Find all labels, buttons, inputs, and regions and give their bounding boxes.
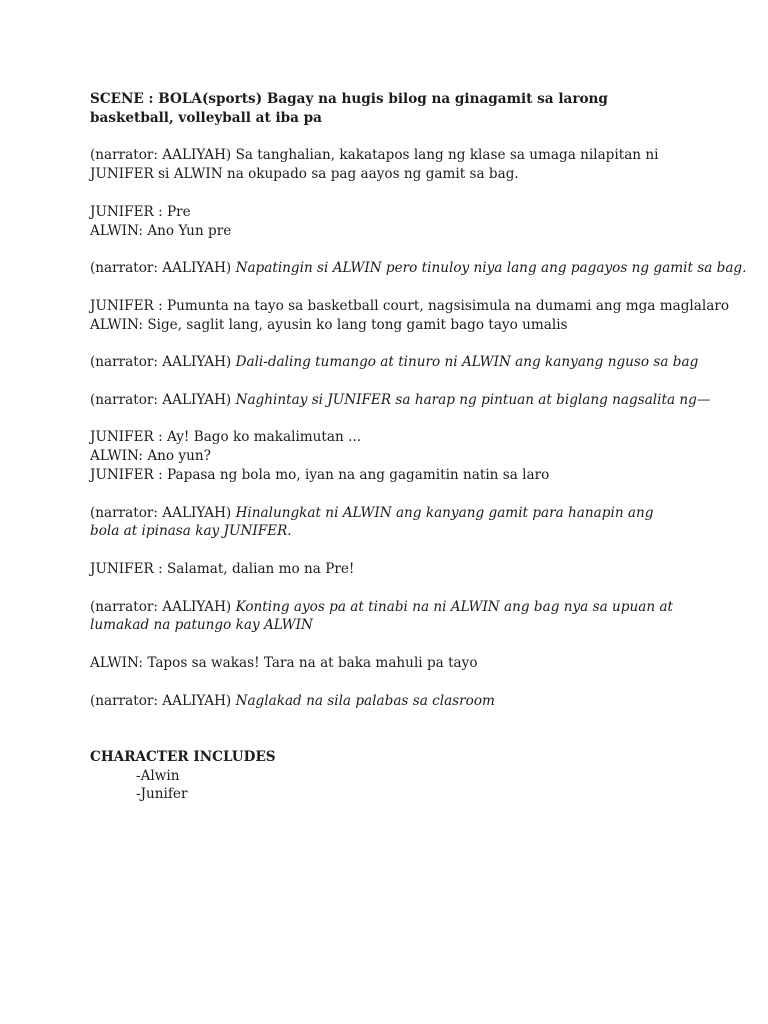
dialogue-line: JUNIFER : Pumunta na tayo sa basketball court, nagsisimula na dumami ang mga maglalaro [90, 297, 730, 314]
narrator-label: (narrator: AALIYAH) [90, 391, 232, 408]
narration-text: Hinalungkat ni ALWIN ang kanyang gamit para hanapin ang bola at ipinasa kay JUNIFER. [90, 504, 654, 540]
narration-6 [90, 598, 680, 636]
narration-7 [90, 692, 680, 711]
script-page [90, 90, 747, 804]
narrator-label: (narrator: AALIYAH) [90, 692, 232, 709]
dialogue-line: ALWIN: Ano yun? [90, 448, 211, 465]
narration-text: Sa tanghalian, kakatapos lang ng klase sa umaga nilapitan ni JUNIFER si ALWIN na okupado sa pag aayos ng gamit sa bag. [90, 147, 659, 183]
narration-text: Naglakad na sila palabas sa clasroom [235, 692, 495, 709]
narration-1 [90, 146, 680, 184]
characters-heading: CHARACTER INCLUDES [90, 748, 276, 765]
dialogue-line: JUNIFER : Ay! Bago ko makalimutan ... [90, 429, 362, 446]
character-item: -Junifer [136, 786, 188, 803]
narration-text: Napatingin si ALWIN pero tinuloy niya lang ang pagayos ng gamit sa bag. [235, 260, 747, 277]
narrator-label: (narrator: AALIYAH) [90, 147, 232, 164]
dialogue-line: ALWIN: Ano Yun pre [90, 222, 232, 239]
scene-heading: SCENE : BOLA(sports) Bagay na hugis bilog na ginagamit sa larong basketball, volleyball at iba pa [90, 91, 608, 126]
narrator-label: (narrator: AALIYAH) [90, 504, 232, 521]
narration-3 [90, 353, 699, 372]
narration-text: Konting ayos pa at tinabi na ni ALWIN ang bag nya sa upuan at lumakad na patungo kay ALWIN [90, 598, 673, 634]
dialogue-line: ALWIN: Tapos sa wakas! Tara na at baka mahuli pa tayo [90, 654, 478, 671]
dialogue-line: JUNIFER : Salamat, dalian mo na Pre! [90, 560, 355, 577]
narration-2 [90, 259, 747, 278]
narration-5 [90, 504, 680, 542]
narrator-label: (narrator: AALIYAH) [90, 260, 232, 277]
dialogue-line: JUNIFER : Papasa ng bola mo, iyan na ang gagamitin natin sa laro [90, 466, 550, 483]
narration-text: Naghintay si JUNIFER sa harap ng pintuan at biglang nagsalita ng— [235, 391, 711, 408]
narrator-label: (narrator: AALIYAH) [90, 354, 232, 371]
narration-4 [90, 391, 711, 410]
character-item: -Alwin [136, 767, 180, 784]
dialogue-line: JUNIFER : Pre [90, 203, 191, 220]
narrator-label: (narrator: AALIYAH) [90, 598, 232, 615]
dialogue-line: ALWIN: Sige, saglit lang, ayusin ko lang tong gamit bago tayo umalis [90, 316, 568, 333]
narration-text: Dali-daling tumango at tinuro ni ALWIN ang kanyang nguso sa bag [235, 354, 699, 371]
